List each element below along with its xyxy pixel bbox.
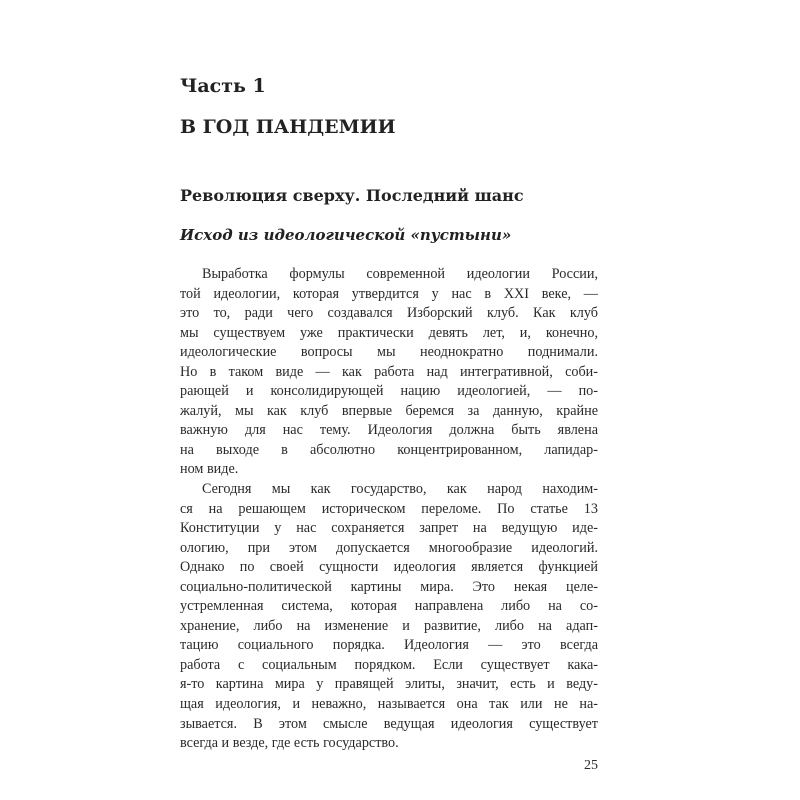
text-line: социально-политической картины мира. Это некая целе-	[180, 578, 598, 595]
text-line: зывается. В этом смысле ведущая идеология существует	[180, 715, 598, 732]
text-line: идеологические вопросы мы неоднократно поднимали.	[180, 344, 598, 361]
text-line: устремленная система, которая направлена либо на со-	[180, 598, 598, 615]
text-line: работа с социальным порядком. Если существует кака-	[180, 656, 598, 673]
section-title: Исход из идеологической «пустыни»	[180, 226, 512, 244]
text-line: всегда и везде, где есть государство.	[180, 735, 399, 752]
text-line: жалуй, мы как клуб впервые беремся за данную, крайне	[180, 402, 598, 419]
text-line: важную для нас тему. Идеология должна быть явлена	[180, 422, 598, 439]
text-line: Выработка формулы современной идеологии России,	[202, 266, 598, 282]
text-line: ологию, при этом допускается многообразие идеологий.	[180, 539, 598, 556]
text-line: той идеологии, которая утвердится у нас в XXI веке, —	[180, 285, 598, 302]
text-line: Однако по своей сущности идеология является функцией	[180, 559, 598, 576]
body-text	[180, 265, 598, 754]
text-line: Конституции у нас сохраняется запрет на ведущую иде-	[180, 520, 598, 537]
text-line: ном виде.	[180, 461, 239, 478]
text-line: мы существуем уже практически девять лет, и, конечно,	[180, 324, 598, 341]
text-line: на выходе в абсолютно концентрированном, лапидар-	[180, 441, 598, 458]
page-number: 25	[584, 758, 598, 773]
text-line: тацию социального порядка. Идеология — это всегда	[180, 637, 598, 654]
text-line: рающей и консолидирующей нацию идеологией, — по-	[180, 383, 598, 400]
text-line: хранение, либо на изменение и развитие, либо на адап-	[180, 617, 598, 634]
text-line: Сегодня мы как государство, как народ находим-	[202, 481, 598, 498]
text-line: ся на решающем историческом переломе. По статье 13	[180, 500, 598, 517]
chapter-title: Революция сверху. Последний шанс	[180, 186, 524, 205]
text-line: я-то картина мира у правящей элиты, значит, есть и веду-	[180, 676, 598, 693]
text-line: это то, ради чего создавался Изборский клуб. Как клуб	[180, 305, 598, 322]
part-title: В ГОД ПАНДЕМИИ	[180, 116, 396, 138]
part-label: Часть 1	[180, 75, 266, 97]
text-line: щая идеология, и неважно, называется она так или не на-	[180, 696, 598, 713]
text-line: Но в таком виде — как работа над интегративной, соби-	[180, 363, 598, 380]
